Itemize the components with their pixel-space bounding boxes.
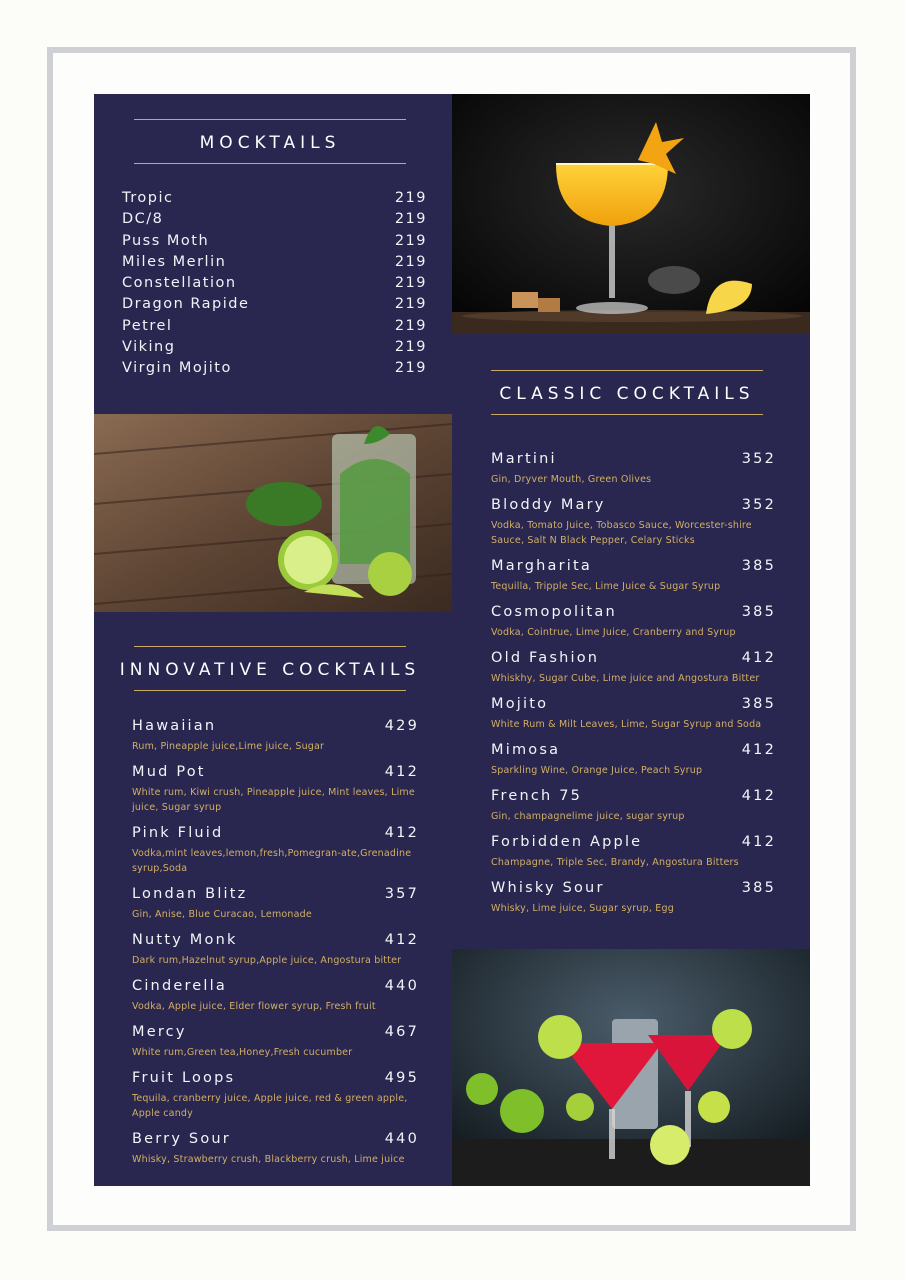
innovative-title: INNOVATIVE COCKTAILS bbox=[119, 660, 421, 680]
mocktail-price: 219 bbox=[394, 232, 427, 249]
classic-item-head bbox=[491, 556, 776, 576]
mocktail-name: Petrel bbox=[122, 317, 173, 334]
innovative-item-desc: Vodka, Apple juice, Elder flower syrup, Fresh fruit bbox=[132, 1001, 376, 1012]
classic-item-price: 352 bbox=[741, 497, 776, 513]
mocktail-price: 219 bbox=[394, 211, 427, 228]
innovative-item-price: 412 bbox=[384, 764, 419, 780]
innovative-item bbox=[132, 930, 419, 968]
classic-item-desc: Tequilla, Tripple Sec, Lime Juice & Sugar Syrup bbox=[491, 581, 721, 592]
classic-item-head bbox=[491, 786, 776, 806]
mocktail-name: DC/8 bbox=[122, 211, 164, 228]
classic-item-head bbox=[491, 495, 776, 515]
classic-item-desc: White Rum & Milt Leaves, Lime, Sugar Syrup and Soda bbox=[491, 719, 762, 730]
mocktail-name: Puss Moth bbox=[122, 232, 210, 249]
innovative-item-price: 467 bbox=[384, 1024, 419, 1040]
mocktail-row bbox=[122, 358, 427, 379]
classic-item-desc: Vodka, Tomato Juice, Tobasco Sauce, Worcester-shire Sauce, Salt N Black Pepper, Celary Sticks bbox=[491, 520, 752, 546]
innovative-item-head bbox=[132, 823, 419, 843]
innovative-item-desc: White rum, Kiwi crush, Pineapple juice, Mint leaves, Lime juice, Sugar syrup bbox=[132, 787, 415, 813]
classic-item-name: Mimosa bbox=[491, 742, 561, 758]
orange-cocktail-photo bbox=[452, 94, 810, 334]
classic-item bbox=[491, 694, 776, 732]
classic-item-name: Old Fashion bbox=[491, 650, 600, 666]
innovative-item-desc: Whisky, Strawberry crush, Blackberry crush, Lime juice bbox=[132, 1154, 405, 1165]
innovative-item-head bbox=[132, 762, 419, 782]
innovative-item-price: 412 bbox=[384, 932, 419, 948]
mojito-photo bbox=[94, 414, 452, 612]
mocktail-price: 219 bbox=[394, 339, 427, 356]
classic-item-name: Margharita bbox=[491, 558, 592, 574]
innovative-item bbox=[132, 823, 419, 876]
classic-item-name: Bloddy Mary bbox=[491, 497, 606, 513]
innovative-item bbox=[132, 1022, 419, 1060]
innovative-item-name: Pink Fluid bbox=[132, 825, 224, 841]
innovative-item-price: 357 bbox=[384, 886, 419, 902]
classic-item-price: 385 bbox=[741, 696, 776, 712]
mocktail-row bbox=[122, 188, 427, 209]
classic-item-price: 412 bbox=[741, 742, 776, 758]
innovative-item-desc: Gin, Anise, Blue Curacao, Lemonade bbox=[132, 909, 312, 920]
mocktail-row bbox=[122, 252, 427, 273]
innovative-item-name: Cinderella bbox=[132, 978, 227, 994]
innovative-item bbox=[132, 1068, 419, 1121]
innovative-item-name: Fruit Loops bbox=[132, 1070, 236, 1086]
classic-item-head bbox=[491, 648, 776, 668]
mocktail-name: Miles Merlin bbox=[122, 253, 227, 270]
classic-item-name: French 75 bbox=[491, 788, 583, 804]
innovative-item bbox=[132, 976, 419, 1014]
innovative-item-name: Mercy bbox=[132, 1024, 187, 1040]
mocktail-price: 219 bbox=[394, 296, 427, 313]
classic-item-name: Mojito bbox=[491, 696, 549, 712]
mocktail-price: 219 bbox=[394, 275, 427, 292]
mocktails-list bbox=[122, 188, 427, 380]
classic-item-head bbox=[491, 602, 776, 622]
menu-panel bbox=[94, 94, 810, 1186]
classic-item-head bbox=[491, 740, 776, 760]
mocktail-name: Tropic bbox=[122, 190, 174, 206]
innovative-item-name: Mud Pot bbox=[132, 764, 206, 780]
classic-item-desc: Whiskhy, Sugar Cube, Lime juice and Angostura Bitter bbox=[491, 673, 760, 684]
innovative-item-price: 412 bbox=[384, 825, 419, 841]
innovative-item-desc: White rum,Green tea,Honey,Fresh cucumber bbox=[132, 1047, 353, 1058]
classic-item-price: 412 bbox=[741, 834, 776, 850]
classic-item-name: Cosmopolitan bbox=[491, 604, 617, 620]
innovative-item-desc: Tequila, cranberry juice, Apple juice, red & green apple, Apple candy bbox=[132, 1093, 408, 1119]
classic-item-head bbox=[491, 449, 776, 469]
innovative-item-name: Berry Sour bbox=[132, 1131, 231, 1147]
classic-item-price: 352 bbox=[741, 451, 776, 467]
classic-title: CLASSIC COCKTAILS bbox=[499, 384, 755, 404]
mocktail-row bbox=[122, 316, 427, 337]
classic-item bbox=[491, 449, 776, 487]
innovative-item-head bbox=[132, 930, 419, 950]
classic-item-desc: Champagne, Triple Sec, Brandy, Angostura Bitters bbox=[491, 857, 739, 868]
mocktail-name: Dragon Rapide bbox=[122, 296, 250, 313]
mocktail-row bbox=[122, 231, 427, 252]
classic-item-name: Forbidden Apple bbox=[491, 834, 643, 850]
innovative-item-head bbox=[132, 1068, 419, 1088]
classic-item-desc: Gin, Dryver Mouth, Green Olives bbox=[491, 474, 652, 485]
classic-item-price: 412 bbox=[741, 650, 776, 666]
innovative-item-name: Hawaiian bbox=[132, 718, 217, 734]
innovative-item-head bbox=[132, 1022, 419, 1042]
innovative-item-desc: Dark rum,Hazelnut syrup,Apple juice, Angostura bitter bbox=[132, 955, 402, 966]
mocktail-price: 219 bbox=[394, 190, 427, 206]
classic-rule-bottom bbox=[491, 414, 763, 415]
classic-list bbox=[491, 449, 776, 924]
classic-item bbox=[491, 786, 776, 824]
classic-item-head bbox=[491, 694, 776, 714]
classic-item-price: 412 bbox=[741, 788, 776, 804]
classic-item-price: 385 bbox=[741, 604, 776, 620]
innovative-item bbox=[132, 884, 419, 922]
classic-item bbox=[491, 740, 776, 778]
innovative-item-desc: Vodka,mint leaves,lemon,fresh,Pomegran-ate,Grenadine syrup,Soda bbox=[132, 848, 412, 874]
innovative-item-price: 429 bbox=[384, 718, 419, 734]
innovative-item-head bbox=[132, 716, 419, 736]
innovative-rule-bottom bbox=[134, 690, 406, 691]
classic-item bbox=[491, 602, 776, 640]
classic-item-desc: Sparkling Wine, Orange Juice, Peach Syrup bbox=[491, 765, 703, 776]
innovative-item bbox=[132, 1129, 419, 1167]
innovative-item-head bbox=[132, 976, 419, 996]
mocktails-rule-bottom bbox=[134, 163, 406, 164]
classic-item-desc: Vodka, Cointrue, Lime Juice, Cranberry and Syrup bbox=[491, 627, 736, 638]
mocktail-row bbox=[122, 294, 427, 315]
classic-item-head bbox=[491, 878, 776, 898]
classic-item-price: 385 bbox=[741, 558, 776, 574]
innovative-item-price: 440 bbox=[384, 978, 419, 994]
mocktails-title: MOCKTAILS bbox=[199, 133, 341, 153]
classic-rule-top bbox=[491, 370, 763, 371]
innovative-rule-top bbox=[134, 646, 406, 647]
mocktail-name: Virgin Mojito bbox=[122, 360, 232, 377]
innovative-item bbox=[132, 716, 419, 754]
innovative-item-head bbox=[132, 884, 419, 904]
mocktails-rule-top bbox=[134, 119, 406, 120]
classic-item bbox=[491, 832, 776, 870]
innovative-item-name: Londan Blitz bbox=[132, 886, 248, 902]
classic-item-price: 385 bbox=[741, 880, 776, 896]
innovative-item bbox=[132, 762, 419, 815]
innovative-item-name: Nutty Monk bbox=[132, 932, 238, 948]
mocktail-name: Viking bbox=[122, 339, 176, 356]
mocktail-name: Constellation bbox=[122, 275, 237, 292]
innovative-item-desc: Rum, Pineapple juice,Lime juice, Sugar bbox=[132, 741, 325, 752]
mocktail-row bbox=[122, 273, 427, 294]
classic-item-head bbox=[491, 832, 776, 852]
classic-item-desc: Whisky, Lime juice, Sugar syrup, Egg bbox=[491, 903, 674, 914]
mocktail-price: 219 bbox=[394, 253, 427, 270]
classic-item bbox=[491, 648, 776, 686]
classic-item bbox=[491, 878, 776, 916]
mocktail-row bbox=[122, 337, 427, 358]
red-cocktails-photo bbox=[452, 949, 810, 1186]
innovative-list bbox=[132, 716, 419, 1175]
mocktail-price: 219 bbox=[394, 317, 427, 334]
innovative-item-price: 495 bbox=[384, 1070, 419, 1086]
mocktail-row bbox=[122, 209, 427, 230]
classic-item-name: Whisky Sour bbox=[491, 880, 605, 896]
classic-item-name: Martini bbox=[491, 451, 557, 467]
classic-item-desc: Gin, champagnelime juice, sugar syrup bbox=[491, 811, 685, 822]
innovative-item-head bbox=[132, 1129, 419, 1149]
innovative-item-price: 440 bbox=[384, 1131, 419, 1147]
classic-item bbox=[491, 495, 776, 548]
mocktail-price: 219 bbox=[394, 360, 427, 377]
classic-item bbox=[491, 556, 776, 594]
